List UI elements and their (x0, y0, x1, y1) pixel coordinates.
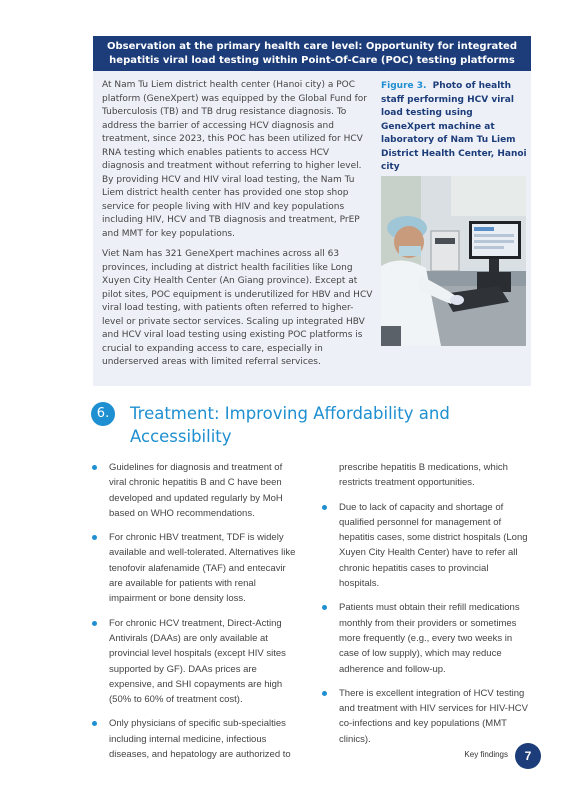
observation-paragraph-2: Viet Nam has 321 GeneXpert machines across all 63 provinces, including at district health facilities like Long Xuyen City Health Center (An Giang province). Except at pilot sites, POC equipment is underutilized for HBV and HCV viral load testing, with patients often referred to higher-level or private sector services. Scaling up integrated HBV and HCV viral load testing using existing POC platforms is crucial to expanding access to care, especially in underserved areas with limited referral services. (102, 249, 373, 367)
right-bullet-list (320, 500, 530, 747)
lab-photo (381, 176, 526, 346)
observation-text (102, 79, 374, 377)
left-bullet-list (90, 460, 300, 762)
footer-section-label: Key findings (464, 750, 508, 759)
list-item: Patients must obtain their refill medications monthly from their providers or sometimes more frequently (e.g., every two weeks in case of low supply), which may reduce adherence and follow-up. (320, 600, 530, 676)
bullet-continuation: prescribe hepatitis B medications, which restricts treatment opportunities. (339, 462, 508, 489)
bullet-dot-icon (92, 535, 97, 540)
section-heading: Treatment: Improving Affordability and Accessibility (130, 404, 450, 446)
list-item: For chronic HCV treatment, Direct-Acting Antivirals (DAAs) are only available at provincial level hospitals (except HIV sites supported by GF). DAAs prices are expensive, and SHI copayments are high (50% to 60% of treatment cost). (90, 616, 300, 708)
right-column (320, 460, 530, 756)
left-column (90, 460, 300, 771)
bullet-dot-icon (92, 721, 97, 726)
list-item: Guidelines for diagnosis and treatment of viral chronic hepatitis B and C have been developed and updated regularly by MoH based on WHO recommendations. (90, 460, 300, 521)
observation-title-line1: Observation at the primary health care level: Opportunity for integrated (107, 41, 517, 52)
figure-caption-text: Photo of health staff performing HCV viral load testing using GeneXpert machine at laboratory of Nam Tu Liem District Health Center, Hanoi city (381, 81, 527, 172)
bullet-dot-icon (92, 621, 97, 626)
section-number-badge: 6. (91, 402, 115, 426)
bullet-dot-icon (322, 691, 327, 696)
lab-photo-illustration (381, 176, 526, 346)
observation-paragraph-1: At Nam Tu Liem district health center (Hanoi city) a POC platform (GeneXpert) was equipped by the Global Fund for Tuberculosis (TB) and TB drug resistance diagnosis. To address the barrier of accessing HCV diagnosis and treatment, since 2023, this POC has been utilized for HCV RNA testing which enables patients to access HCV diagnosis and treatment without referring to higher level. By providing HCV and HIV viral load testing, the Nam Tu Liem district health center has provided one stop shop service for people living with HIV and key populations including HIV, HCV and TB diagnosis and treatment, PrEP and MMT for key populations. (102, 80, 367, 239)
bullet-dot-icon (322, 605, 327, 610)
list-item: There is excellent integration of HCV testing and treatment with HIV services for HIV-HCV co-infections and key populations (MMT clinics). (320, 686, 530, 747)
bullet-dot-icon (322, 505, 327, 510)
observation-box-title (93, 36, 531, 71)
figure-caption (381, 80, 527, 175)
page-number-badge: 7 (515, 743, 541, 769)
figure-label: Figure 3. (381, 81, 427, 91)
observation-title-line2: hepatitis viral load testing within Point-Of-Care (POC) testing platforms (109, 55, 515, 66)
bullet-dot-icon (92, 465, 97, 470)
list-item: Only physicians of specific sub-specialties including internal medicine, infectious diseases, and hepatology are authorized to (90, 716, 300, 762)
list-item: For chronic HBV treatment, TDF is widely available and well-tolerated. Alternatives like tenofovir alafenamide (TAF) and entecavir are available for patients with renal impairment or bone density loss. (90, 530, 300, 606)
list-item: Due to lack of capacity and shortage of qualified personnel for management of hepatitis cases, some district hospitals (Long Xuyen City Health Center) have to refer all chronic hepatitis cases to provincial hospitals. (320, 500, 530, 592)
